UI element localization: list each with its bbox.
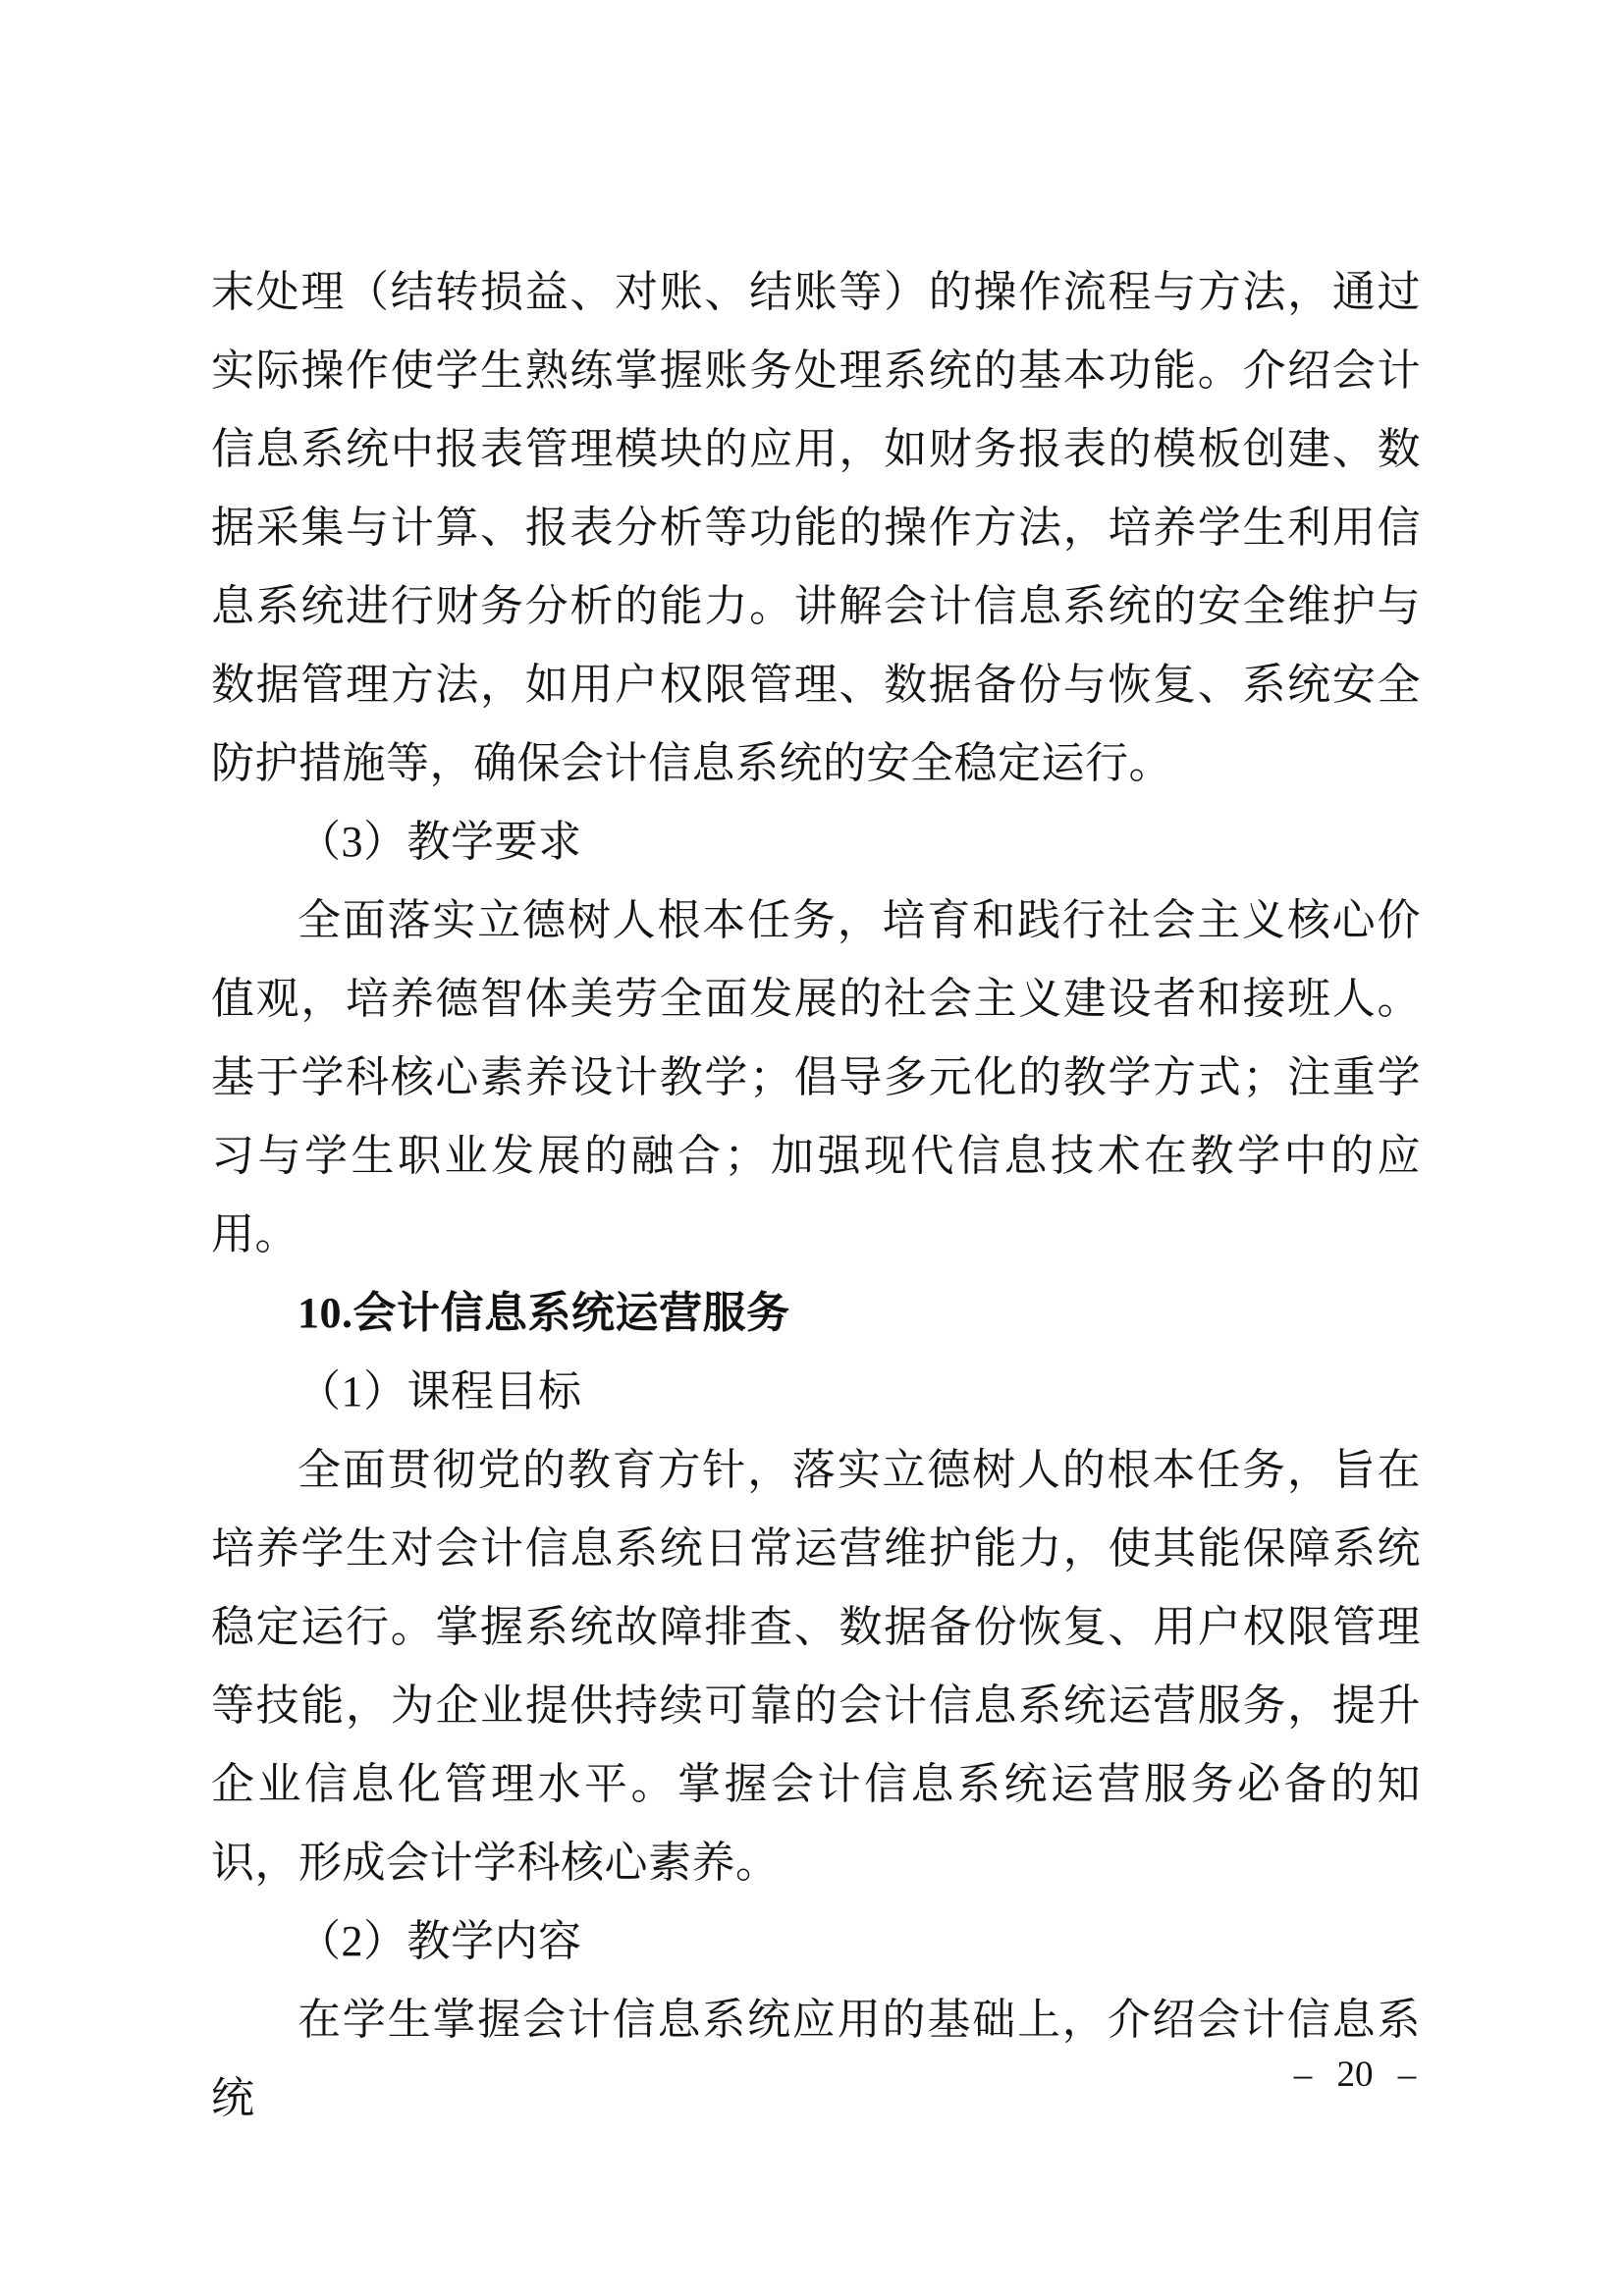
- page-number: – 20 –: [1293, 2055, 1417, 2095]
- heading-section-10-accounting-information-system-operation-service: 10.会计信息系统运营服务: [298, 1289, 790, 1337]
- paragraph-course-objectives: 全面贯彻党的教育方针，落实立德树人的根本任务，旨在培养学生对会计信息系统日常运营维护能力，使其能保障系统稳定运行。掌握系统故障排查、数据备份恢复、用户权限管理等技能，为企业提供持续可靠的会计信息系统运营服务，提升企业信息化管理水平。掌握会计信息系统运营服务必备的知识，形成会计学科核心素养。: [211, 1446, 1421, 1887]
- page-footer: [1286, 2054, 1424, 2097]
- subheading-teaching-content: （2）教学内容: [298, 1917, 582, 1965]
- paragraph-teaching-requirements: 全面落实立德树人根本任务，培育和践行社会主义核心价值观，培养德智体美劳全面发展的社会主义建设者和接班人。基于学科核心素养设计教学；倡导多元化的教学方式；注重学习与学生职业发展的融合；加强现代信息技术在教学中的应用。: [211, 896, 1421, 1258]
- document-body: [211, 253, 1421, 2138]
- paragraph-teaching-content-intro: 在学生掌握会计信息系统应用的基础上，介绍会计信息系统: [211, 1996, 1421, 2122]
- subheading-teaching-requirements: （3）教学要求: [298, 818, 582, 866]
- paragraph-accounting-system-teaching-content: 末处理（结转损益、对账、结账等）的操作流程与方法，通过实际操作使学生熟练掌握账务处理系统的基本功能。介绍会计信息系统中报表管理模块的应用，如财务报表的模板创建、数据采集与计算、报表分析等功能的操作方法，培养学生利用信息系统进行财务分析的能力。讲解会计信息系统的安全维护与数据管理方法，如用户权限管理、数据备份与恢复、系统安全防护措施等，确保会计信息系统的安全稳定运行。: [211, 268, 1421, 787]
- subheading-course-objectives: （1）课程目标: [298, 1367, 582, 1415]
